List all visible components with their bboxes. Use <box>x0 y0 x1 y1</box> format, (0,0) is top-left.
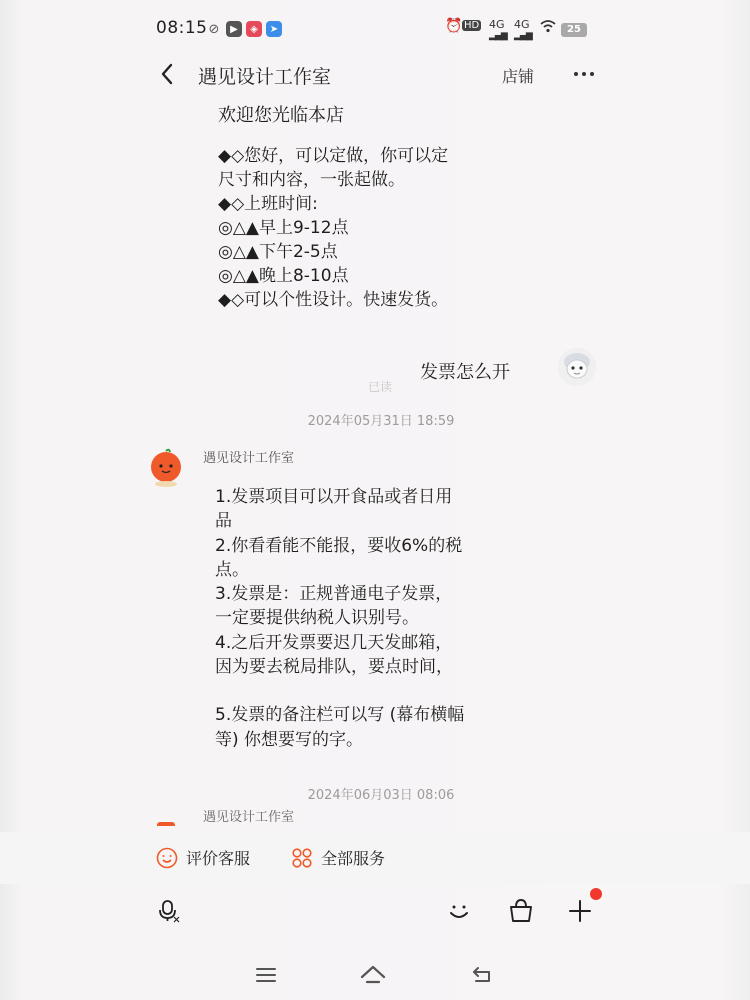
read-status: 已读 <box>368 380 393 394</box>
user-avatar[interactable] <box>558 348 596 386</box>
smiley-icon <box>446 898 472 924</box>
wifi-icon <box>540 19 556 36</box>
system-nav-bar <box>0 956 750 996</box>
next-sender-name <box>203 810 295 826</box>
all-services-label: 全部服务 <box>321 849 386 868</box>
more-dot-icon <box>582 72 586 76</box>
back-nav-button[interactable] <box>466 960 498 990</box>
menu-nav-button[interactable] <box>250 960 282 990</box>
emoji-button[interactable] <box>442 894 476 928</box>
signal-2-label: 4G <box>514 18 530 31</box>
sender-name: 遇见设计工作室 <box>203 451 295 466</box>
alarm-icon: ⏰ <box>445 18 463 34</box>
all-services-button[interactable] <box>291 846 385 869</box>
shop-button[interactable]: 店铺 <box>502 67 535 86</box>
quick-actions-bar <box>0 832 750 884</box>
page-title: 遇见设计工作室 <box>198 66 332 88</box>
welcome-line: ◆◇您好，可以定做，你可以定 <box>218 146 449 166</box>
sync-icon: ⊘ <box>208 21 220 37</box>
more-dot-icon <box>590 72 594 76</box>
message-timestamp: 2024年06月03日 08:06 <box>307 788 455 803</box>
message-line: 3.发票是：正规普通电子发票， <box>215 584 453 605</box>
message-line: 4.之后开发票要迟几天发邮箱， <box>215 632 453 653</box>
signal-bars-icon: ▂▄▆ <box>489 31 507 41</box>
message-line: 5.发票的备注栏可以写 (幕布横幅 <box>215 705 465 726</box>
menu-icon <box>255 966 277 984</box>
review-service-button[interactable] <box>156 846 250 869</box>
welcome-line: ◎△▲早上9-12点 <box>218 218 349 238</box>
smile-outline-icon <box>156 847 178 869</box>
review-service-label: 评价客服 <box>186 849 251 868</box>
message-line: 2.你看看能不能报，要收6%的税 <box>215 535 463 556</box>
hd-voice-icon <box>462 20 481 31</box>
plus-icon <box>567 898 593 924</box>
message-line: 因为要去税局排队，要点时间， <box>215 657 453 678</box>
chat-header <box>0 52 750 98</box>
welcome-title: 欢迎您光临本店 <box>218 105 344 126</box>
welcome-line: ◆◇可以个性设计。快速发货。 <box>218 290 449 310</box>
video-app-icon: ▶ <box>226 21 242 37</box>
next-shop-avatar <box>157 822 175 826</box>
shopping-bag-icon <box>507 897 535 925</box>
status-bar <box>0 12 750 46</box>
shop-app-icon: ◈ <box>246 21 262 37</box>
navigation-app-icon: ➤ <box>266 21 282 37</box>
message-line: 品 <box>215 511 232 532</box>
outgoing-message-text[interactable]: 发票怎么开 <box>420 362 510 383</box>
battery-indicator: 25 <box>561 23 587 37</box>
signal-4g-1 <box>489 18 505 31</box>
notification-dot <box>590 888 602 900</box>
message-line: 1.发票项目可以开食品或者日用 <box>215 487 453 507</box>
input-toolbar <box>0 886 750 940</box>
message-timestamp: 2024年05月31日 18:59 <box>307 414 455 429</box>
next-sender-label: 遇见设计工作室 <box>203 810 295 825</box>
user-avatar-icon <box>558 348 596 386</box>
message-line: 等) 你想要写的字。 <box>215 729 364 750</box>
return-icon <box>470 965 494 985</box>
hd-label: HD <box>464 20 480 31</box>
welcome-message <box>218 104 538 312</box>
shop-avatar[interactable] <box>148 448 184 488</box>
welcome-line: ◆◇上班时间: <box>218 194 318 214</box>
voice-input-button[interactable] <box>152 894 186 928</box>
welcome-line: 尺寸和内容，一张起做。 <box>218 170 405 190</box>
grid-services-icon <box>291 847 313 869</box>
chevron-left-icon <box>160 63 174 85</box>
shopping-bag-button[interactable] <box>504 894 538 928</box>
message-line: 一定要提供纳税人识别号。 <box>215 608 419 629</box>
more-options-button[interactable] <box>569 60 599 88</box>
back-button[interactable] <box>154 60 180 88</box>
incoming-message[interactable] <box>215 485 545 752</box>
welcome-line: ◎△▲下午2-5点 <box>218 242 338 262</box>
signal-1-label: 4G <box>489 18 505 31</box>
message-line-blank <box>215 679 545 703</box>
welcome-line: ◎△▲晚上8-10点 <box>218 266 349 286</box>
microphone-icon <box>156 898 182 924</box>
home-nav-button[interactable] <box>357 960 389 990</box>
more-dot-icon <box>574 72 578 76</box>
signal-4g-2 <box>514 18 530 31</box>
message-line: 点。 <box>215 559 249 580</box>
signal-bars-icon: ▂▄▆ <box>514 31 532 41</box>
status-time: 08:15 <box>156 18 208 38</box>
home-icon <box>359 964 387 986</box>
shop-mascot-icon <box>148 448 184 488</box>
